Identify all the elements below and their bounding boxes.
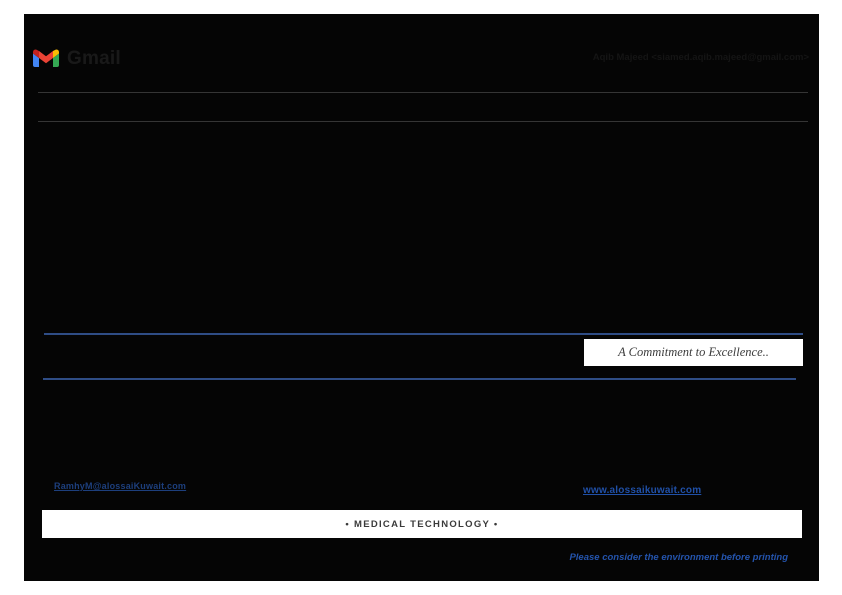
account-email-header: Aqib Majeed <siamed.aqib.majeed@gmail.com>	[592, 52, 809, 63]
signature-website-link[interactable]: www.alossaikuwait.com	[583, 485, 702, 496]
header-divider-bottom	[38, 121, 808, 122]
medical-technology-bar	[42, 510, 802, 538]
signature-email-link[interactable]: RamhyM@alossaiKuwait.com	[54, 481, 187, 491]
gmail-logo	[33, 45, 121, 71]
gmail-wordmark: Gmail	[67, 47, 121, 69]
eco-footer-note: Please consider the environment before printing	[569, 552, 788, 563]
tagline-text: A Commitment to Excellence..	[618, 345, 769, 359]
signature-rule-top	[44, 333, 803, 335]
medical-technology-text: • MEDICAL TECHNOLOGY •	[345, 518, 499, 530]
header-divider-top	[38, 92, 808, 93]
tagline-box	[584, 339, 803, 366]
gmail-m-icon	[33, 48, 59, 68]
signature-rule-bottom	[43, 378, 796, 380]
